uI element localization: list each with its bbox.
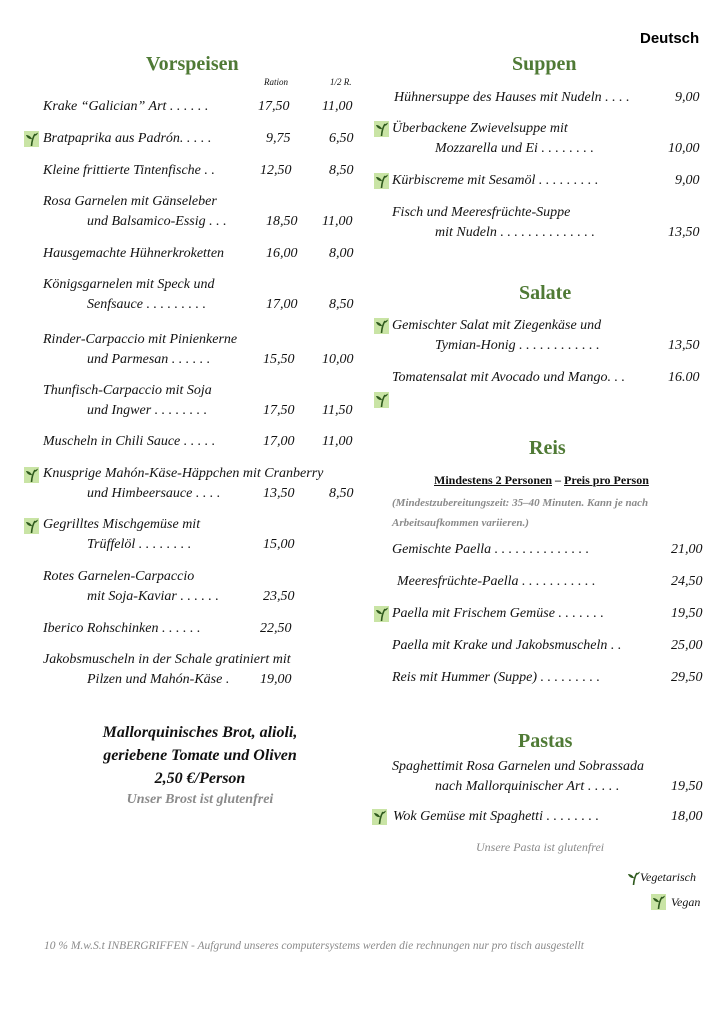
suppe-price: 9,00 <box>675 90 700 105</box>
vorspeise-name: Königsgarnelen mit Speck und <box>43 277 215 292</box>
suppe-price: 10,00 <box>668 141 700 156</box>
vorspeise-name: Rinder-Carpaccio mit Pinienkerne <box>43 332 238 347</box>
pastas-title: Pastas <box>518 730 573 752</box>
suppe-name-cont: Mozzarella und Ei . . . . . . . . <box>435 141 594 156</box>
salat-name: Tomatensalat mit Avocado und Mango. . . <box>392 370 625 385</box>
vorspeise-name: Hausgemachte Hühnerkroketten <box>43 246 225 261</box>
vorspeise-price-half: 10,00 <box>322 352 354 367</box>
vorspeise-price-ration: 23,50 <box>263 589 295 604</box>
vorspeise-name: Rosa Garnelen mit Gänseleber <box>43 194 217 209</box>
vegetarian-legend-icon <box>626 870 640 886</box>
ration-column-header: Ration <box>264 77 288 87</box>
bread-price: 2,50 €/Person <box>154 770 246 787</box>
vorspeise-price-ration: 16,00 <box>266 246 298 261</box>
vegan-icon <box>24 518 39 534</box>
vorspeise-name: Kleine frittierte Tintenfische . . <box>43 163 215 178</box>
salat-price: 13,50 <box>668 338 700 353</box>
salate-title: Salate <box>519 282 572 304</box>
salat-name-cont: Tymian-Honig . . . . . . . . . . . . <box>435 338 600 353</box>
vorspeise-name: Rotes Garnelen-Carpaccio <box>43 569 195 584</box>
reis-price: 21,00 <box>671 542 703 557</box>
reis-header-sep: – <box>552 473 564 487</box>
reis-price: 29,50 <box>671 670 703 685</box>
suppe-name: Überbackene Zwievelsuppe mit <box>392 121 568 136</box>
pasta-name-cont: nach Mallorquinischer Art . . . . . <box>435 779 620 794</box>
vorspeisen-title: Vorspeisen <box>146 53 239 75</box>
vegetarian-icon <box>24 467 39 483</box>
reis-price: 24,50 <box>671 574 703 589</box>
reis-name: Paella mit Frischem Gemüse . . . . . . . <box>392 606 604 621</box>
vorspeise-name: Gegrilltes Mischgemüse mit <box>43 517 201 532</box>
vorspeise-name-cont: und Himbeersauce . . . . <box>87 486 221 501</box>
reis-note-2: Arbeitsaufkommen variieren.) <box>392 517 529 529</box>
vorspeise-price-ration: 18,50 <box>266 214 298 229</box>
reis-header-min: Mindestens 2 Personen <box>434 473 552 487</box>
vegan-legend-icon <box>651 894 666 910</box>
suppe-name: Hühnersuppe des Hauses mit Nudeln . . . . <box>394 90 630 105</box>
reis-title: Reis <box>529 437 566 459</box>
vorspeise-price-ration: 15,00 <box>263 537 295 552</box>
footer-tax-note: 10 % M.w.S.t INBERGRIFFEN - Aufgrund unseres computersystems werden die rechnungen nur pro tisch ausgestellt <box>44 940 584 952</box>
vorspeise-name: Bratpaprika aus Padrón. . . . . <box>43 131 212 146</box>
vorspeise-price-ration: 13,50 <box>263 486 295 501</box>
suppe-name-cont: mit Nudeln . . . . . . . . . . . . . . <box>435 225 595 240</box>
vegetarian-legend-label: Vegetarisch <box>640 870 696 884</box>
vorspeise-price-ration: 19,00 <box>260 672 292 687</box>
vorspeise-price-ration: 17,00 <box>263 434 295 449</box>
language-label: Deutsch <box>640 30 700 47</box>
vorspeise-name: Krake “Galician” Art . . . . . . <box>43 99 209 114</box>
vorspeise-price-half: 8,00 <box>329 246 354 261</box>
reis-name: Paella mit Krake und Jakobsmuscheln . . <box>392 638 622 653</box>
bread-note: Unser Brost ist glutenfrei <box>126 792 274 807</box>
vorspeise-price-half: 8,50 <box>329 163 354 178</box>
vorspeise-name-cont: Senfsauce . . . . . . . . . <box>87 297 206 312</box>
vorspeise-name-cont: Pilzen und Mahón-Käse . <box>87 672 230 687</box>
vorspeise-price-ration: 9,75 <box>266 131 291 146</box>
bread-line-1: Mallorquinisches Brot, alioli, <box>102 724 298 741</box>
reis-note-1: (Mindestzubereitungszeit: 35–40 Minuten. Kann je nach <box>392 497 649 509</box>
reis-header <box>434 473 649 488</box>
reis-name: Gemischte Paella . . . . . . . . . . . . . . <box>392 542 590 557</box>
vorspeise-name: Iberico Rohschinken . . . . . . <box>43 621 201 636</box>
vorspeise-name-cont: und Balsamico-Essig . . . <box>87 214 227 229</box>
vorspeise-name-cont: Trüffelöl . . . . . . . . <box>87 537 192 552</box>
reis-name: Reis mit Hummer (Suppe) . . . . . . . . . <box>392 670 601 685</box>
vegetarian-icon <box>374 392 389 408</box>
pasta-name: Wok Gemüse mit Spaghetti . . . . . . . . <box>393 809 599 824</box>
pasta-note: Unsere Pasta ist glutenfrei <box>476 840 605 854</box>
vorspeise-price-half: 11,00 <box>322 99 353 114</box>
bread-line-2: geriebene Tomate und Oliven <box>103 747 297 764</box>
reis-name: Meeresfrüchte-Paella . . . . . . . . . . . <box>397 574 596 589</box>
vorspeise-name: Thunfisch-Carpaccio mit Soja <box>43 383 212 398</box>
vorspeise-name-cont: mit Soja-Kaviar . . . . . . <box>87 589 219 604</box>
pasta-name: Spaghettimit Rosa Garnelen und Sobrassada <box>392 759 644 774</box>
vegan-icon <box>374 606 389 622</box>
vorspeise-price-ration: 22,50 <box>260 621 292 636</box>
pasta-price: 18,00 <box>671 809 703 824</box>
pasta-price: 19,50 <box>671 779 703 794</box>
vegetarian-icon <box>374 318 389 334</box>
half-ration-column-header: 1/2 R. <box>330 77 352 87</box>
reis-price: 25,00 <box>671 638 703 653</box>
suppe-price: 13,50 <box>668 225 700 240</box>
vorspeise-price-half: 11,00 <box>322 214 353 229</box>
salat-name: Gemischter Salat mit Ziegenkäse und <box>392 318 602 333</box>
vorspeise-price-ration: 17,50 <box>258 99 290 114</box>
vegetarian-icon <box>24 131 39 147</box>
vegetarian-icon <box>374 121 389 137</box>
vorspeise-name: Muscheln in Chili Sauce . . . . . <box>43 434 216 449</box>
vegan-legend-label: Vegan <box>671 895 701 909</box>
vorspeise-price-ration: 17,00 <box>266 297 298 312</box>
suppe-name: Kürbiscreme mit Sesamöl . . . . . . . . . <box>392 173 599 188</box>
reis-header-price: Preis pro Person <box>564 473 649 487</box>
vorspeise-price-ration: 15,50 <box>263 352 295 367</box>
reis-price: 19,50 <box>671 606 703 621</box>
vorspeise-price-half: 11,50 <box>322 403 353 418</box>
suppe-price: 9,00 <box>675 173 700 188</box>
vorspeise-name-cont: und Ingwer . . . . . . . . <box>87 403 208 418</box>
vorspeise-price-half: 8,50 <box>329 297 354 312</box>
vegetarian-icon <box>374 173 389 189</box>
vorspeise-price-ration: 17,50 <box>263 403 295 418</box>
suppe-name: Fisch und Meeresfrüchte-Suppe <box>392 205 571 220</box>
vorspeise-price-half: 6,50 <box>329 131 354 146</box>
vorspeise-name: Jakobsmuscheln in der Schale gratiniert mit <box>43 652 291 667</box>
vorspeise-price-half: 8,50 <box>329 486 354 501</box>
vorspeise-price-ration: 12,50 <box>260 163 292 178</box>
salat-price: 16.00 <box>668 370 700 385</box>
suppen-title: Suppen <box>512 53 577 75</box>
vorspeise-price-half: 11,00 <box>322 434 353 449</box>
vorspeise-name-cont: und Parmesan . . . . . . <box>87 352 211 367</box>
vegetarian-icon <box>372 809 387 825</box>
vorspeise-name: Knusprige Mahón-Käse-Häppchen mit Cranberry <box>43 466 324 481</box>
